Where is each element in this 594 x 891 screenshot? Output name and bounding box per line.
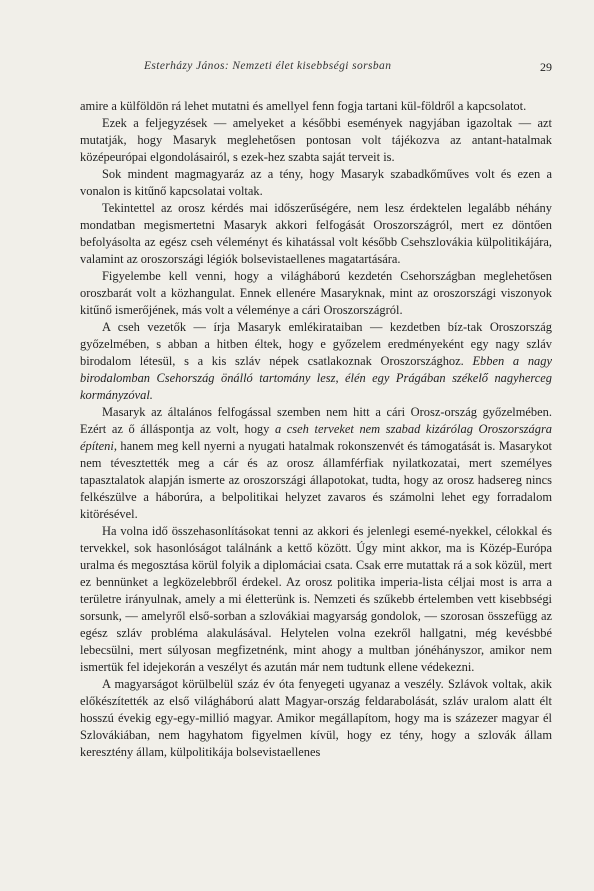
paragraph bbox=[80, 98, 552, 115]
text-run: Sok mindent magmagyaráz az a tény, hogy Masaryk szabadkőműves volt és ezen a vonalon is kitűnő kapcsolatai voltak. bbox=[80, 167, 552, 198]
text-run: A magyarságot körülbelül száz év óta fenyegeti ugyanaz a veszély. Szlávok voltak, akik előkészítették az első világháború alatt Magyar-ország feldarabolását, szláv uralom alatt élt hosszú évekig egy-egy-millió magyar. Amikor megállapítom, hogy ma is százezer magyar él Szlovákiában, nem hagyhatom figyelmen kívül, hogy ez tény, hogy a szlovák állam keresztény állam, külpolitikája bolsevistaellenes bbox=[80, 677, 552, 759]
body-text bbox=[80, 98, 552, 761]
text-run: Figyelembe kell venni, hogy a világháború kezdetén Csehországban meglehetősen oroszbarát volt a közhangulat. Ennek ellenére Masaryknak, mint az oroszországi viszonyok kitűnő ismerőjének, más volt a véleménye a cári Oroszországról. bbox=[80, 269, 552, 317]
text-run: Ezek a feljegyzések — amelyeket a későbbi események nagyjában igazoltak — azt mutatják, hogy Masaryk meglehetősen pontosan volt tájékozva az antant-hatalmak középeurópai elgondolásairól, s ezek-hez szabta saját terveit is. bbox=[80, 116, 552, 164]
text-run: Tekintettel az orosz kérdés mai időszerűségére, nem lesz érdektelen legalább néhány mondatban megismertetni Masaryk akkori felfogását Oroszországról, mert ez döntően befolyásolta az egész cseh véleményt és kihatással volt később Csehszlovákia külpolitikájára, valamint az oroszországi légiók bolsevistaellenes magatartására. bbox=[80, 201, 552, 266]
italic-text: a cseh terveket nem szabad kizárólag Oroszországra építeni, bbox=[80, 422, 553, 453]
page-header bbox=[80, 60, 552, 76]
text-run: amire a külföldön rá lehet mutatni és amellyel fenn fogja tartani kül-földről a kapcsolatot. bbox=[80, 99, 527, 113]
paragraph bbox=[80, 166, 552, 200]
running-title: Esterházy János: Nemzeti élet kisebbségi sorsban bbox=[144, 60, 392, 72]
italic-text: Ebben a nagy birodalomban Csehország önálló tartomány lesz, élén egy Prágában székelő nagyherceg kormányzóval. bbox=[80, 354, 552, 402]
text-run: Ha volna idő összehasonlításokat tenni az akkori és jelenlegi esemé-nyekkel, célokkal és tervekkel, sok hasonlóságot találnánk a kettő között. Úgy mint akkor, ma is Közép-Európa uralma és megosztása körül folyik a diplomáciai csata. Csak erre mutattak rá a sok közül, mert ez bennünket a legközelebbről érdekel. Az orosz politika imperia-lista céljai most is arra a területre irányulnak, amely a mi életterünk is. Nemzeti és szűkebb értelemben vett kisebbségi sorsunk, — amelyről első-sorban a szlovákiai magyarság gondolok, — szorosan összefügg az egész szláv probléma alakulásával. Helytelen volna ezekről hallgatni, még kevésbbé lebecsülni, mert súlyosan megfizetnénk, mint ahogy a multban jónéhányszor, amikor nem ismertük fel idejekorán a veszélyt és azután már nem tudtunk ellene védekezni. bbox=[80, 524, 552, 674]
paragraph bbox=[80, 523, 552, 676]
paragraph bbox=[80, 676, 552, 761]
paragraph bbox=[80, 200, 552, 268]
text-run: A cseh vezetők — írja Masaryk emlékirataiban — kezdetben bíz-tak Oroszország győzelmében, s abban a hitben éltek, hogy e győzelem eredményeként egy nagy szláv birodalom létesül, s a kis szláv népek csatlakoznak Oroszországhoz. bbox=[80, 320, 552, 368]
text-run: Masaryk az általános felfogással szemben nem hitt a cári Orosz-ország győzelmében. Ezért az ő álláspontja az volt, hogy bbox=[80, 405, 552, 436]
paragraph bbox=[80, 319, 552, 404]
page-number: 29 bbox=[540, 60, 552, 74]
text-run: hanem meg kell nyerni a nyugati hatalmak rokonszenvét és támogatását is. Masarykot nem tévesztették meg a cár és az orosz államférfiak nyilatkozatai, mert személyes tapasztalatok alapján ismerte az oroszországi állapotokat, tudta, hogy az orosz hadsereg nincs felkészülve a háborúra, a belpolitikai helyzet zavaros és számolni lehet egy forradalom kitörésével. bbox=[80, 439, 552, 521]
paragraph bbox=[80, 268, 552, 319]
paragraph bbox=[80, 115, 552, 166]
paragraph bbox=[80, 404, 552, 523]
